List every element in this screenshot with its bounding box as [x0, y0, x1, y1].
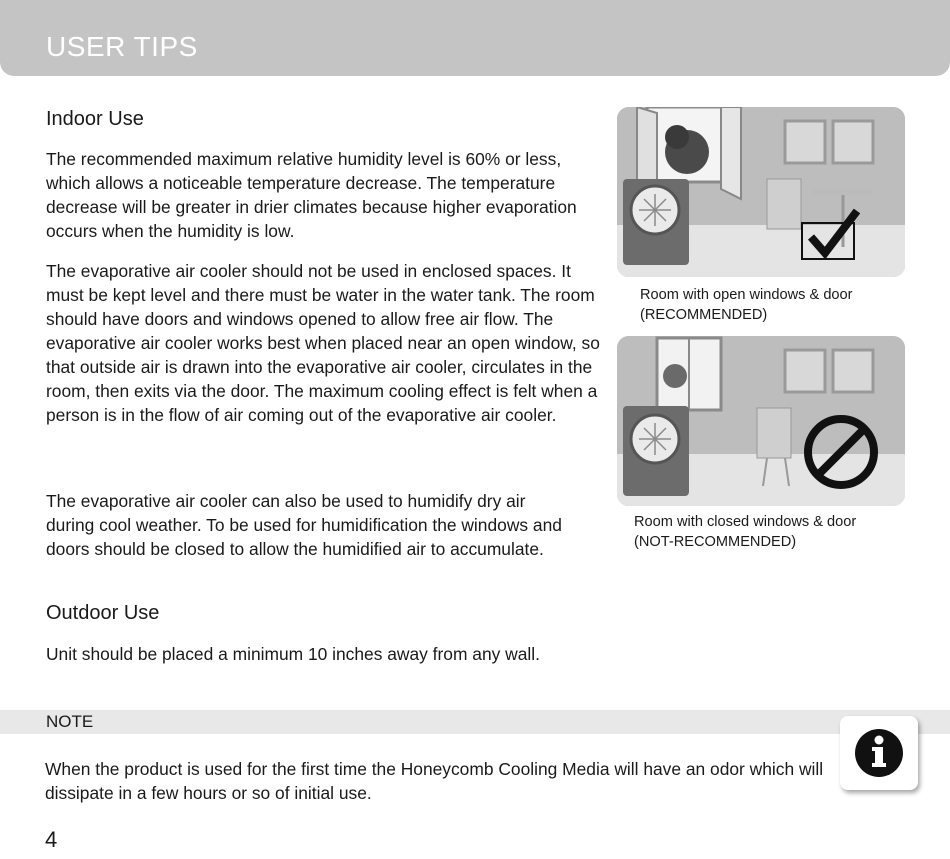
info-icon-box [840, 716, 918, 790]
page-number: 4 [45, 827, 58, 852]
figure-2-caption-line-2: (NOT-RECOMMENDED) [634, 534, 797, 550]
room-open-windows-image [617, 107, 905, 277]
info-icon [840, 716, 918, 790]
figure-2-caption [634, 512, 856, 552]
outdoor-use-heading: Outdoor Use [46, 602, 160, 624]
note-bar [0, 710, 950, 734]
indoor-paragraph-2: The evaporative air cooler should not be used in enclosed spaces. It must be kept level and there must be water in the water tank. The room should have doors and windows opened to allow free air flow. The evaporative air cooler works best when placed near an open window, so that outside air is drawn into the evaporative air cooler, circulates in the room, then exits via the door. The maximum cooling effect is felt when a person is in the flow of air coming out of the evaporative air cooler. [46, 261, 600, 425]
prohibited-icon [801, 412, 881, 492]
note-label: NOTE [46, 712, 94, 731]
figure-1-caption-line-2: (RECOMMENDED) [640, 307, 768, 323]
indoor-paragraph-3: The evaporative air cooler can also be used to humidify dry air during cool weather. To be used for humidification the windows and doors should be closed to allow the humidified air to accumulate. [46, 491, 562, 559]
page-title: USER TIPS [46, 31, 198, 62]
room-closed-windows-image [617, 336, 905, 506]
checkmark-icon [801, 207, 861, 261]
outdoor-paragraph: Unit should be placed a minimum 10 inches away from any wall. [46, 644, 540, 664]
figure-2-caption-line-1: Room with closed windows & door [634, 514, 857, 530]
indoor-paragraph-1: The recommended maximum relative humidity level is 60% or less, which allows a noticeable temperature decrease. The temperature decrease will be greater in drier climates because higher evaporation occurs when the humidity is low. [46, 149, 577, 241]
note-text: When the product is used for the first time the Honeycomb Cooling Media will have an odor which will dissipate in a few hours or so of initial use. [45, 759, 824, 803]
figure-1-caption-line-1: Room with open windows & door [640, 287, 853, 303]
figure-1-caption [640, 285, 853, 325]
indoor-use-heading: Indoor Use [46, 108, 144, 130]
header-bar [0, 0, 950, 76]
